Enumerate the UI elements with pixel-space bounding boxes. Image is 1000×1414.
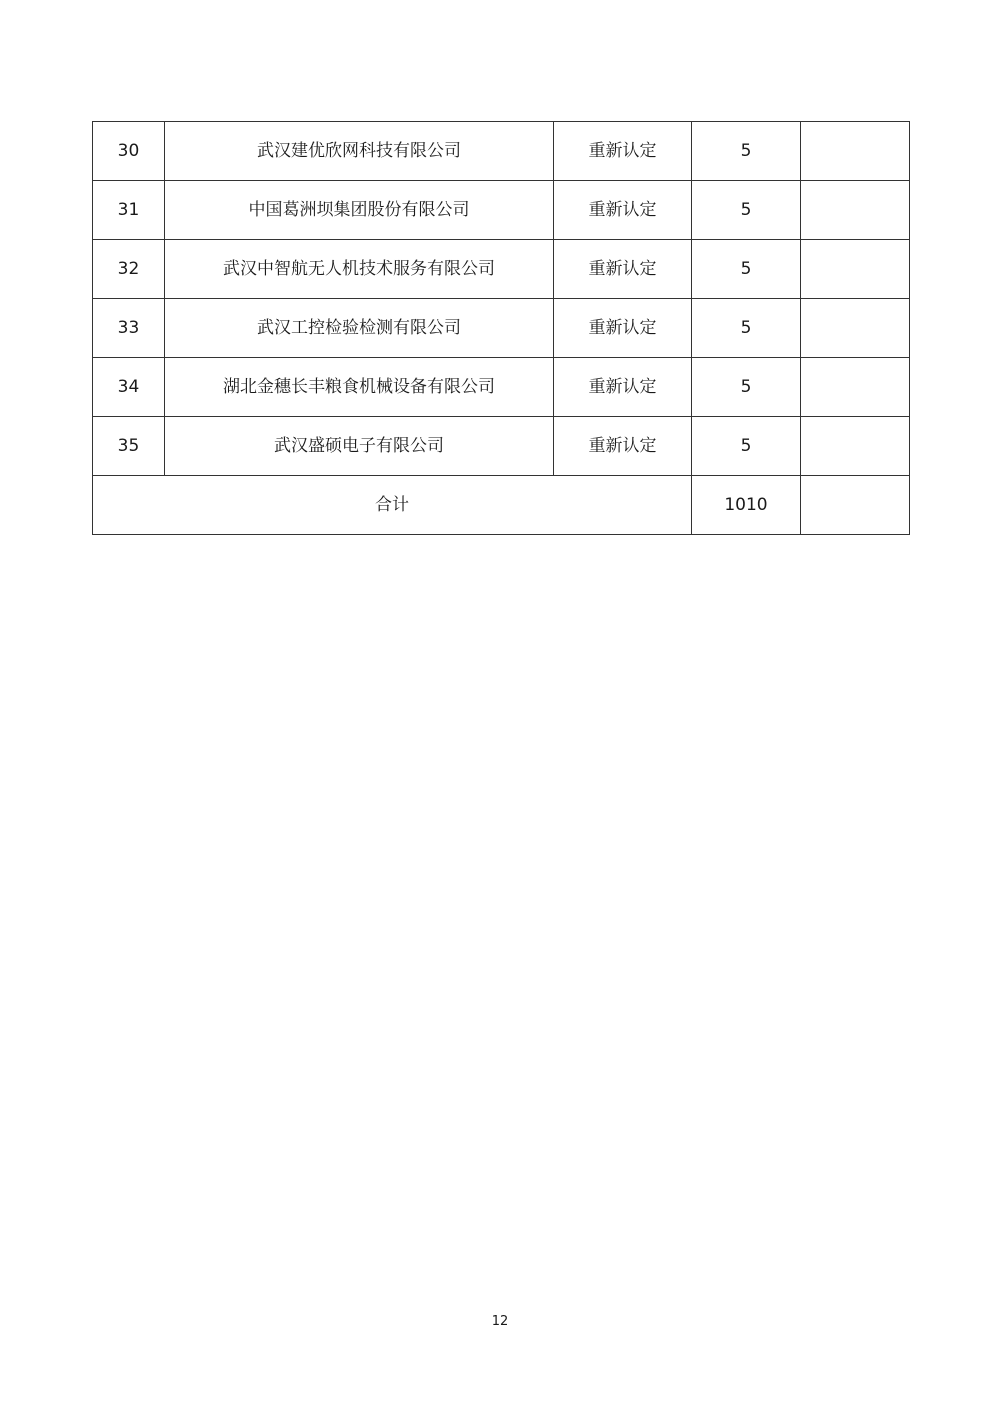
score: 5 (692, 358, 801, 417)
company-name: 湖北金穗长丰粮食机械设备有限公司 (165, 358, 554, 417)
total-label: 合计 (93, 476, 692, 535)
table-row (93, 122, 910, 181)
certification-type: 重新认定 (554, 299, 692, 358)
company-table (92, 121, 910, 535)
row-index: 33 (93, 299, 165, 358)
total-value: 1010 (692, 476, 801, 535)
score: 5 (692, 417, 801, 476)
row-index: 35 (93, 417, 165, 476)
note (801, 181, 910, 240)
certification-type: 重新认定 (554, 417, 692, 476)
company-name: 武汉盛硕电子有限公司 (165, 417, 554, 476)
score: 5 (692, 181, 801, 240)
page-number: 12 (491, 1314, 509, 1329)
certification-type: 重新认定 (554, 240, 692, 299)
row-index: 30 (93, 122, 165, 181)
table-row (93, 417, 910, 476)
company-name: 中国葛洲坝集团股份有限公司 (165, 181, 554, 240)
score: 5 (692, 299, 801, 358)
table-row (93, 299, 910, 358)
note (801, 358, 910, 417)
certification-type: 重新认定 (554, 358, 692, 417)
note (801, 299, 910, 358)
table-row (93, 358, 910, 417)
certification-type: 重新认定 (554, 181, 692, 240)
total-note (801, 476, 910, 535)
row-index: 31 (93, 181, 165, 240)
company-name: 武汉中智航无人机技术服务有限公司 (165, 240, 554, 299)
company-name: 武汉建优欣网科技有限公司 (165, 122, 554, 181)
certification-type: 重新认定 (554, 122, 692, 181)
company-name: 武汉工控检验检测有限公司 (165, 299, 554, 358)
row-index: 32 (93, 240, 165, 299)
score: 5 (692, 122, 801, 181)
table-row (93, 181, 910, 240)
note (801, 122, 910, 181)
row-index: 34 (93, 358, 165, 417)
table-row (93, 240, 910, 299)
note (801, 240, 910, 299)
score: 5 (692, 240, 801, 299)
total-row (93, 476, 910, 535)
note (801, 417, 910, 476)
